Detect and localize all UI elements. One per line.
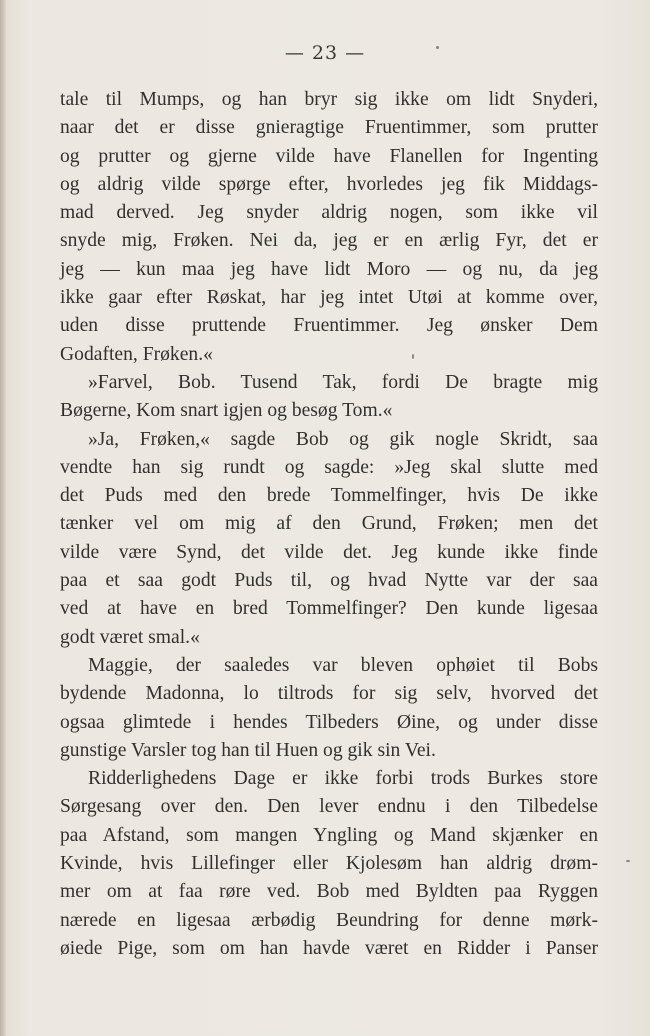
paper-speck: [412, 354, 414, 359]
paper-speck: [626, 860, 630, 862]
text-line: vilde være Synd, det vilde det. Jeg kunde ikke finde: [60, 541, 598, 563]
text-line: tænker vel om mig af den Grund, Frøken; men det: [60, 513, 598, 535]
text-line: Bøgerne, Kom snart igjen og besøg Tom.«: [60, 400, 393, 422]
text-line: tale til Mumps, og han bryr sig ikke om lidt Snyderi,: [60, 89, 598, 110]
text-line: paa et saa godt Puds til, og hvad Nytte var der saa: [60, 570, 598, 592]
text-line: vendte han sig rundt og sagde: »Jeg skal slutte med: [60, 456, 598, 478]
paragraph-start-line: Maggie, der saaledes var bleven ophøiet til Bobs: [88, 654, 598, 676]
paragraph-start-line: »Farvel, Bob. Tusend Tak, fordi De bragte mig: [88, 371, 598, 393]
text-line: Godaften, Frøken.«: [60, 343, 213, 365]
text-line: naar det er disse gnieragtige Fruentimmer, som prutter: [60, 117, 598, 139]
text-line: nærede en ligesaa ærbødig Beundring for denne mørk-: [60, 909, 598, 931]
text-line: og aldrig vilde spørge efter, hvorledes jeg fik Middags-: [60, 173, 598, 195]
text-line: snyde mig, Frøken. Nei da, jeg er en ærlig Fyr, det er: [60, 230, 598, 252]
text-line: bydende Madonna, lo tiltrods for sig selv, hvorved det: [60, 683, 598, 705]
page-number: — 23 —: [284, 42, 366, 64]
text-line: jeg — kun maa jeg have lidt Moro — og nu, da jeg: [60, 258, 598, 280]
text-line: paa Afstand, som mangen Yngling og Mand skjænker en: [60, 824, 598, 846]
text-line: godt været smal.«: [60, 626, 200, 648]
text-line: mer om at faa røre ved. Bob med Byldten paa Ryggen: [60, 881, 598, 903]
paragraph-start-line: »Ja, Frøken,« sagde Bob og gik nogle Skridt, saa: [88, 428, 598, 450]
text-line: ogsaa glimtede i hendes Tilbeders Øine, og under disse: [60, 711, 598, 733]
paragraph-start-line: Ridderlighedens Dage er ikke forbi trods Burkes store: [88, 768, 598, 790]
text-line: ved at have en bred Tommelfinger? Den kunde ligesaa: [60, 598, 598, 620]
text-line: mad derved. Jeg snyder aldrig nogen, som ikke vil: [60, 202, 598, 224]
text-line: uden disse pruttende Fruentimmer. Jeg ønsker Dem: [60, 315, 598, 337]
text-line: Sørgesang over den. Den lever endnu i den Tilbedelse: [60, 796, 598, 818]
paper-speck: [436, 46, 439, 49]
text-line: ikke gaar efter Røskat, har jeg intet Utøi at komme over,: [60, 287, 598, 309]
body-text: [60, 86, 598, 963]
text-line: øiede Pige, som om han havde været en Ridder i Panser: [60, 937, 598, 959]
text-line: det Puds med den brede Tommelfinger, hvis De ikke: [60, 485, 598, 507]
text-line: gunstige Varsler tog han til Huen og gik sin Vei.: [60, 739, 436, 761]
text-line: og prutter og gjerne vilde have Flanellen for Ingenting: [60, 145, 598, 167]
text-line: Kvinde, hvis Lillefinger eller Kjolesøm han aldrig drøm-: [60, 853, 598, 875]
page-binding-edge: [0, 0, 6, 1036]
